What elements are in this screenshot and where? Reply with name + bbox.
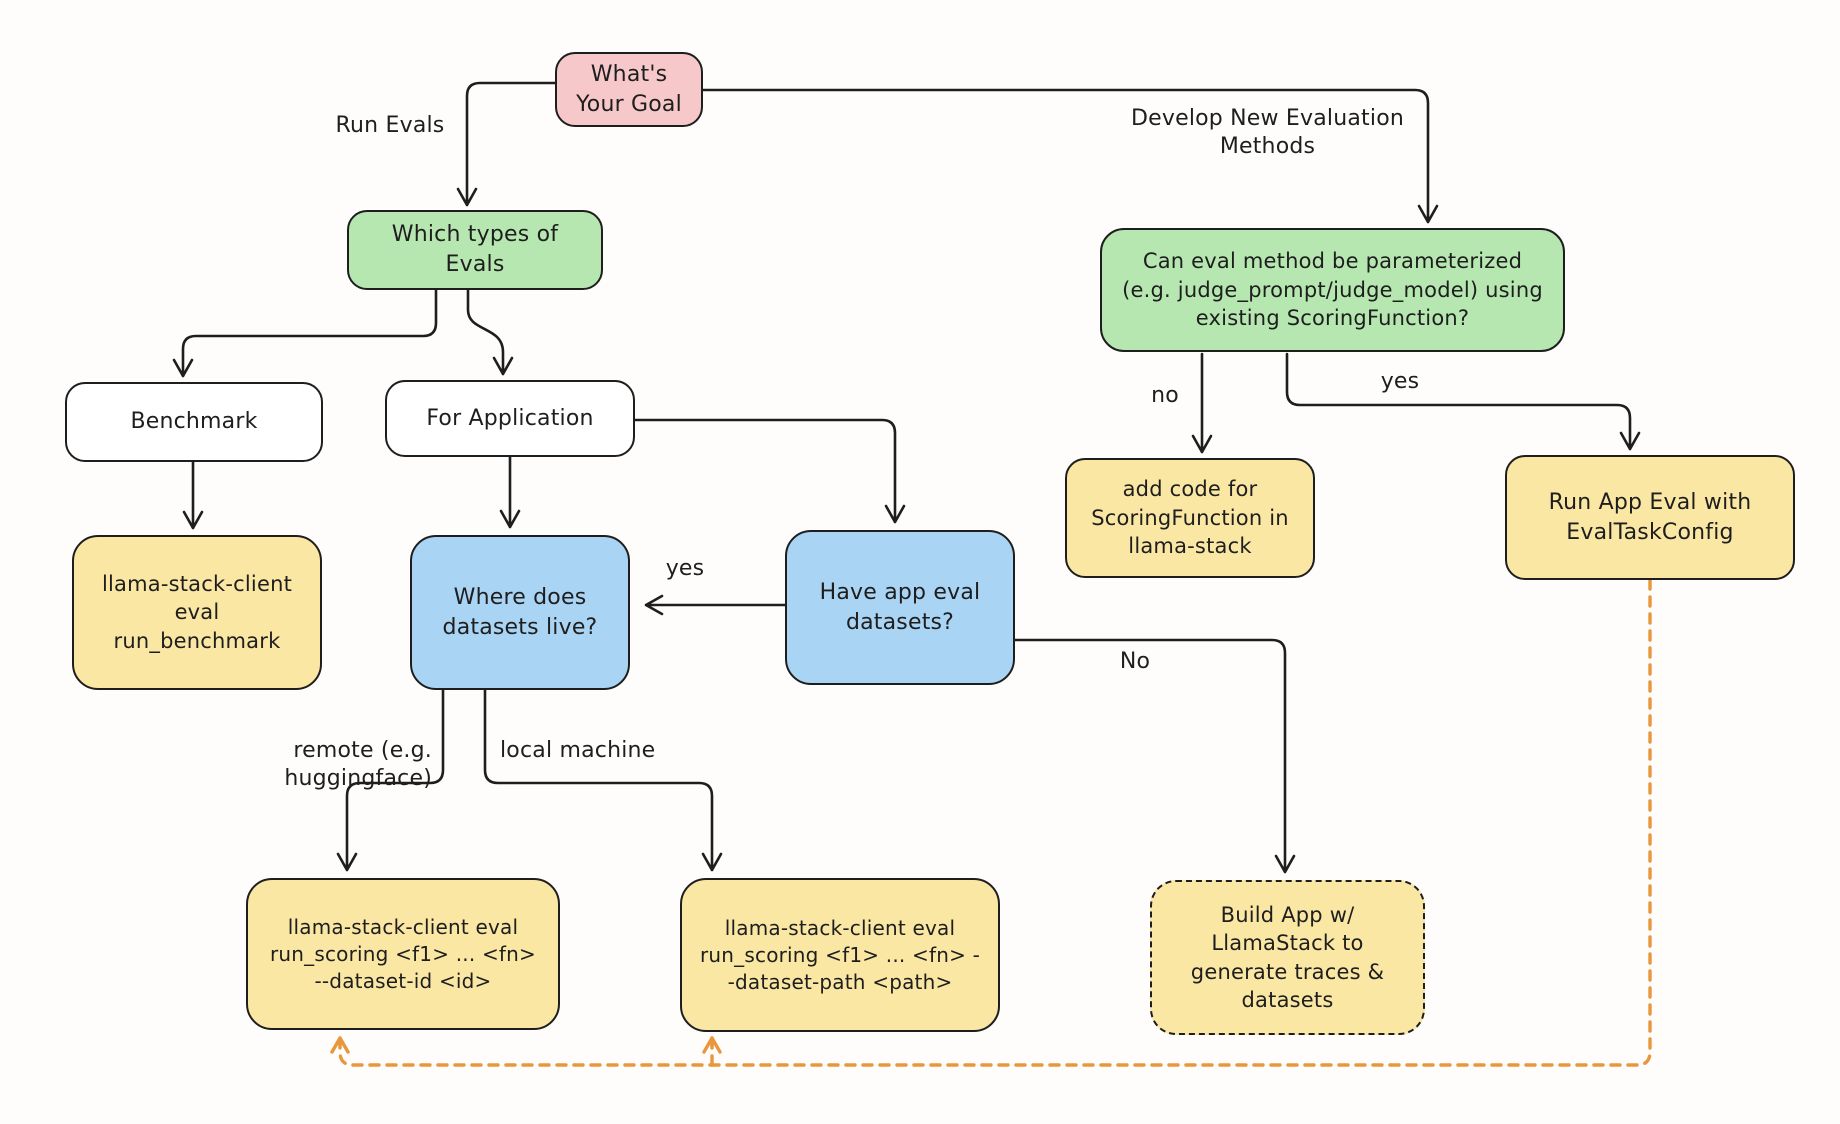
node-build-app-with-llamastack — [1150, 880, 1425, 1035]
node-benchmark-label: Benchmark — [130, 409, 258, 435]
edge-for-application-to-have-datasets — [635, 420, 904, 522]
node-for-application-label: For Application — [426, 405, 594, 431]
node-which-types-of-evals — [347, 210, 603, 290]
edge-label-no-parameterized: no — [1151, 383, 1179, 408]
edge-which-types-to-for-application — [468, 290, 512, 374]
edge-parameterized-no-to-add-code — [1193, 354, 1211, 452]
node-build-app-with-llamastack-label: Build App w/ LlamaStack to generate traces & datasets — [1190, 902, 1385, 1012]
node-run-app-eval-with-evaltaskconfig-label: Run App Eval with EvalTaskConfig — [1548, 489, 1752, 545]
node-can-eval-method-be-parameterized — [1100, 228, 1565, 352]
node-where-does-datasets-live-label: Where does datasets live? — [442, 584, 598, 640]
node-run-app-eval-with-evaltaskconfig — [1505, 455, 1795, 580]
node-add-code-for-scoringfunction — [1065, 458, 1315, 578]
edge-where-datasets-local-to-run-scoring-path — [485, 690, 721, 870]
node-add-code-for-scoringfunction-label: add code for ScoringFunction in llama-stack — [1091, 477, 1289, 559]
node-run-benchmark-command-label: llama-stack-client eval run_benchmark — [101, 571, 293, 653]
node-where-does-datasets-live — [410, 535, 630, 690]
edge-goal-to-which-types — [458, 83, 555, 205]
edge-have-datasets-yes-to-where-datasets — [646, 596, 785, 614]
node-run-scoring-dataset-id-command-label: llama-stack-client eval run_scoring <f1> ... <fn> --dataset-id <id> — [269, 914, 537, 993]
node-run-scoring-dataset-id-command — [246, 878, 560, 1030]
node-run-scoring-dataset-path-command-label: llama-stack-client eval run_scoring <f1> ... <fn> --dataset-path <path> — [700, 915, 981, 994]
node-can-eval-method-be-parameterized-label: Can eval method be parameterized (e.g. judge_prompt/judge_model) using existing ScoringFunction? — [1122, 249, 1543, 331]
node-benchmark — [65, 382, 323, 462]
edge-benchmark-to-run-benchmark — [184, 462, 202, 528]
edge-label-remote-huggingface: remote (e.g. huggingface) — [284, 738, 432, 791]
edge-label-no-have-datasets: No — [1119, 649, 1151, 674]
node-whats-your-goal — [555, 52, 703, 127]
edge-label-yes-parameterized: yes — [1380, 369, 1420, 394]
dashed-feedback-arrowheads — [332, 1038, 720, 1052]
node-have-app-eval-datasets — [785, 530, 1015, 685]
edge-label-local-machine: local machine — [500, 738, 656, 763]
edge-label-develop-new-evaluation-methods: Develop New Evaluation Methods — [1130, 106, 1405, 159]
node-run-scoring-dataset-path-command — [680, 878, 1000, 1032]
edge-label-yes-have-datasets: yes — [665, 556, 705, 581]
node-have-app-eval-datasets-label: Have app eval datasets? — [819, 579, 981, 635]
edge-parameterized-yes-to-run-app-eval — [1287, 354, 1639, 449]
edge-for-application-to-where-datasets — [501, 457, 519, 527]
node-whats-your-goal-label: What's Your Goal — [576, 61, 682, 117]
edge-label-run-evals: Run Evals — [335, 113, 445, 138]
node-run-benchmark-command — [72, 535, 322, 690]
edge-which-types-to-benchmark — [174, 290, 436, 376]
node-for-application — [385, 380, 635, 457]
node-which-types-of-evals-label: Which types of Evals — [391, 222, 559, 277]
